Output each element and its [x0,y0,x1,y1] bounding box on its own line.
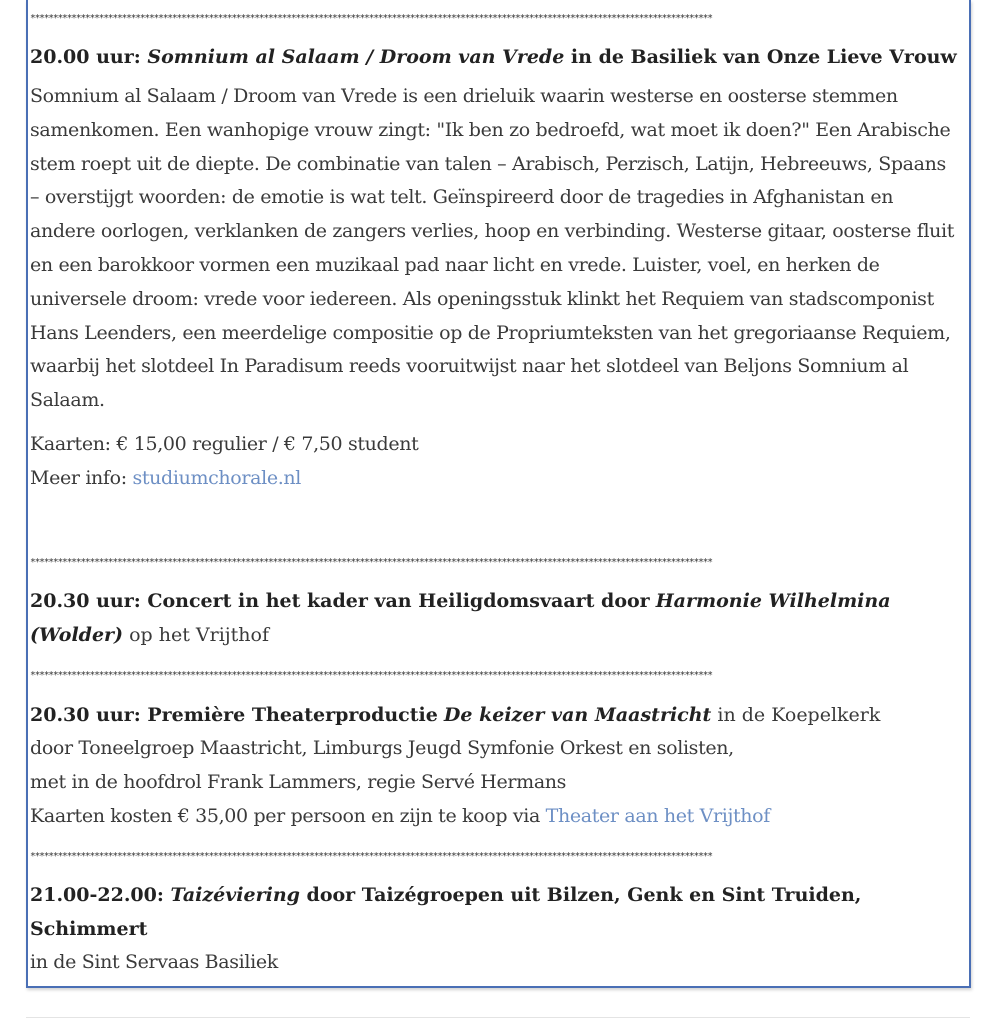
event-4-heading: 21.00-22.00: Taizéviering door Taizégroepen uit Bilzen, Genk en Sint Truiden, Schimmert [30,884,862,940]
bottom-divider [26,1017,970,1018]
separator: ***************************************************************************************************************************************************** [30,13,712,24]
event-3-tickets: Kaarten kosten € 35,00 per persoon en zijn te koop via Theater aan het Vrijthof [30,804,770,827]
event-3 [30,698,960,833]
event-1-description: Somnium al Salaam / Droom van Vrede is een drieluik waarin westerse en oosterse stemmen samenkomen. Een wanhopige vrouw zingt: "Ik ben zo bedroefd, wat moet ik doen?" Een Arabische stem roept uit de diepte. De combinatie van talen – Arabisch, Perzisch, Latijn, Hebreeuws, Spaans – overstijgt woorden: de emotie is wat telt. Geïnspireerd door de tragedies in Afghanistan en andere oorlogen, verklanken de zangers verlies, hoop en verbinding. Westerse gitaar, oosterse fluit en een barokkoor vormen een muzikaal pad naar licht en vrede. Luister, voel, en herken de universele droom: vrede voor iedereen. Als openingsstuk klinkt het Requiem van stadscomponist Hans Leenders, een meerdelige compositie op de Propriumteksten van het gregoriaanse Requiem, waarbij het slotdeel In Paradisum reeds vooruitwijst naar het slotdeel van Beljons Somnium al Salaam. [30,85,955,412]
event-3-heading: 20.30 uur: Première Theaterproductie De keizer van Maastricht in de Koepelkerk [30,704,881,726]
event-1-info: Meer info: studiumchorale.nl [30,466,302,489]
separator: ***************************************************************************************************************************************************** [30,851,712,862]
separator: ***************************************************************************************************************************************************** [30,670,712,681]
event-1 [30,40,960,496]
separator: ***************************************************************************************************************************************************** [30,557,712,568]
event-2 [30,584,960,652]
event-1-heading: 20.00 uur: Somnium al Salaam / Droom van Vrede in de Basiliek van Onze Lieve Vrouw [30,46,957,68]
event-4 [30,878,960,980]
event-4-location: in de Sint Servaas Basiliek [30,951,278,973]
event-1-tickets: Kaarten: € 15,00 regulier / € 7,50 student [30,432,419,455]
event-3-line-2: door Toneelgroep Maastricht, Limburgs Jeugd Symfonie Orkest en solisten, [30,737,734,759]
event-3-line-3: met in de hoofdrol Frank Lammers, regie Servé Hermans [30,770,567,793]
studiumchorale-link[interactable]: studiumchorale.nl [132,466,302,489]
theater-vrijthof-link[interactable]: Theater aan het Vrijthof [545,804,770,827]
event-2-heading: 20.30 uur: Concert in het kader van Heiligdomsvaart door Harmonie Wilhelmina (Wolder) op het Vrijthof [30,590,891,646]
